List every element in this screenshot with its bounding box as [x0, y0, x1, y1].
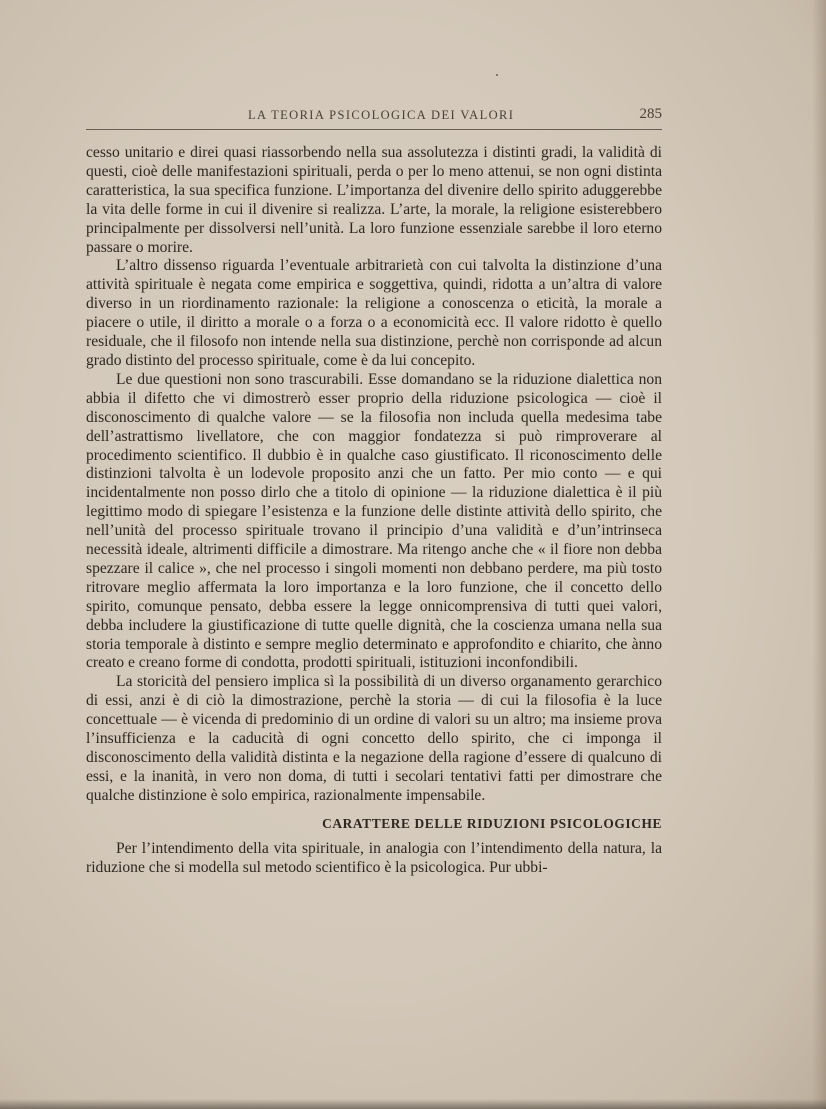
paragraph-1: cesso unitario e direi quasi riassorbendo nella sua assolutezza i distinti gradi, la validità di questi, cioè delle manifestazioni spirituali, perda o per lo meno attenui, se non ogni distinta caratteristica, la sua specifica funzione. L’importanza del divenire dello spirito aduggerebbe la vita delle forme in cui il divenire si realizza. L’arte, la morale, la religione esisterebbero principalmente per dissolversi nell’unità. La loro funzione essenziale sarebbe il loro eterno passare o morire.	[86, 144, 662, 256]
page-bottom-edge	[0, 1099, 826, 1109]
running-title: LA TEORIA PSICOLOGICA DEI VALORI	[248, 108, 515, 122]
page-edge-shadow	[812, 0, 826, 1109]
paragraph-2: L’altro dissenso riguarda l’eventuale arbitrarietà con cui talvolta la distinzione d’una attività spirituale è negata come empirica e soggettiva, quindi, ridotta a un’altra di valore diverso in un riordinamento razionale: la religione a conoscenza o eticità, la morale a piacere o utile, il diritto a morale o a forza o a economicità ecc. Il valore ridotto è quello residuale, che il filosofo non intende nella sua distinzione, perchè non corrisponde ad alcun grado distinto del processo spirituale, come è da lui concepito.	[86, 257, 662, 369]
page-number: 285	[639, 106, 662, 122]
body-text	[86, 144, 662, 878]
paragraph-4: La storicità del pensiero implica sì la possibilità di un diverso organamento gerarchico di essi, anzi è di ciò la dimostrazione, perchè la storia — di cui la filosofia è la luce concettuale — è vicenda di predominio di un ordine di valori su un altro; ma insieme prova l’insufficienza e la caducità di ogni concetto dello spirito, che ci imponga il disconoscimento della validità distinta e la negazione della ragione d’essere di qualcuno di essi, e la inanità, in vero non doma, di tutti i secolari tentativi fatti per dimostrare che qualche distinzione è solo empirica, razionalmente impensabile.	[86, 673, 662, 804]
header-rule	[86, 129, 662, 130]
paper-speck	[496, 74, 498, 76]
paragraph-3: Le due questioni non sono trascurabili. Esse domandano se la riduzione dialettica non abbia il difetto che vi dimostrerò esser proprio della riduzione psicologica — cioè il disconoscimento di qualche valore — se la filosofia non includa quella medesima tabe dell’astrattismo livellatore, che con maggior fondatezza si può rimproverare al procedimento scientifico. Il dubbio è in qualche caso giustificato. Il riconoscimento delle distinzioni talvolta è un lodevole proposito anzi che un fatto. Per mio conto — e qui incidentalmente non posso dirlo che a titolo di opinione — la riduzione dialettica è il più legittimo modo di spiegare l’esistenza e la funzione delle distinte attività dello spirito, che nell’unità del processo spirituale trovano il principio d’una validità e d’un’intrinseca necessità ideale, altrimenti difficile a dimostrare. Ma ritengo anche che « il fiore non debba spezzare il calice », che nel processo i singoli momenti non debbano perdere, ma più tosto ritrovare meglio affermata la loro importanza e la loro funzione, che il concetto dello spirito, comunque pensato, debba essere la legge onnicomprensiva di tutti quei valori, debba includere la giustificazione di tutte quelle dignità, che la coscienza umana nella sua storia temporale à distinto e sempre meglio determinato e approfondito e chiarito, che ànno creato e creano forme di condotta, prodotti spirituali, istituzioni inconfondibili.	[86, 370, 662, 672]
running-header	[86, 108, 662, 130]
paragraph-5: Per l’intendimento della vita spirituale, in analogia con l’intendimento della natura, la riduzione che si modella sul metodo scientifico è la psicologica. Pur ubbi-	[86, 839, 662, 876]
section-heading: CARATTERE DELLE RIDUZIONI PSICOLOGICHE	[322, 815, 662, 831]
